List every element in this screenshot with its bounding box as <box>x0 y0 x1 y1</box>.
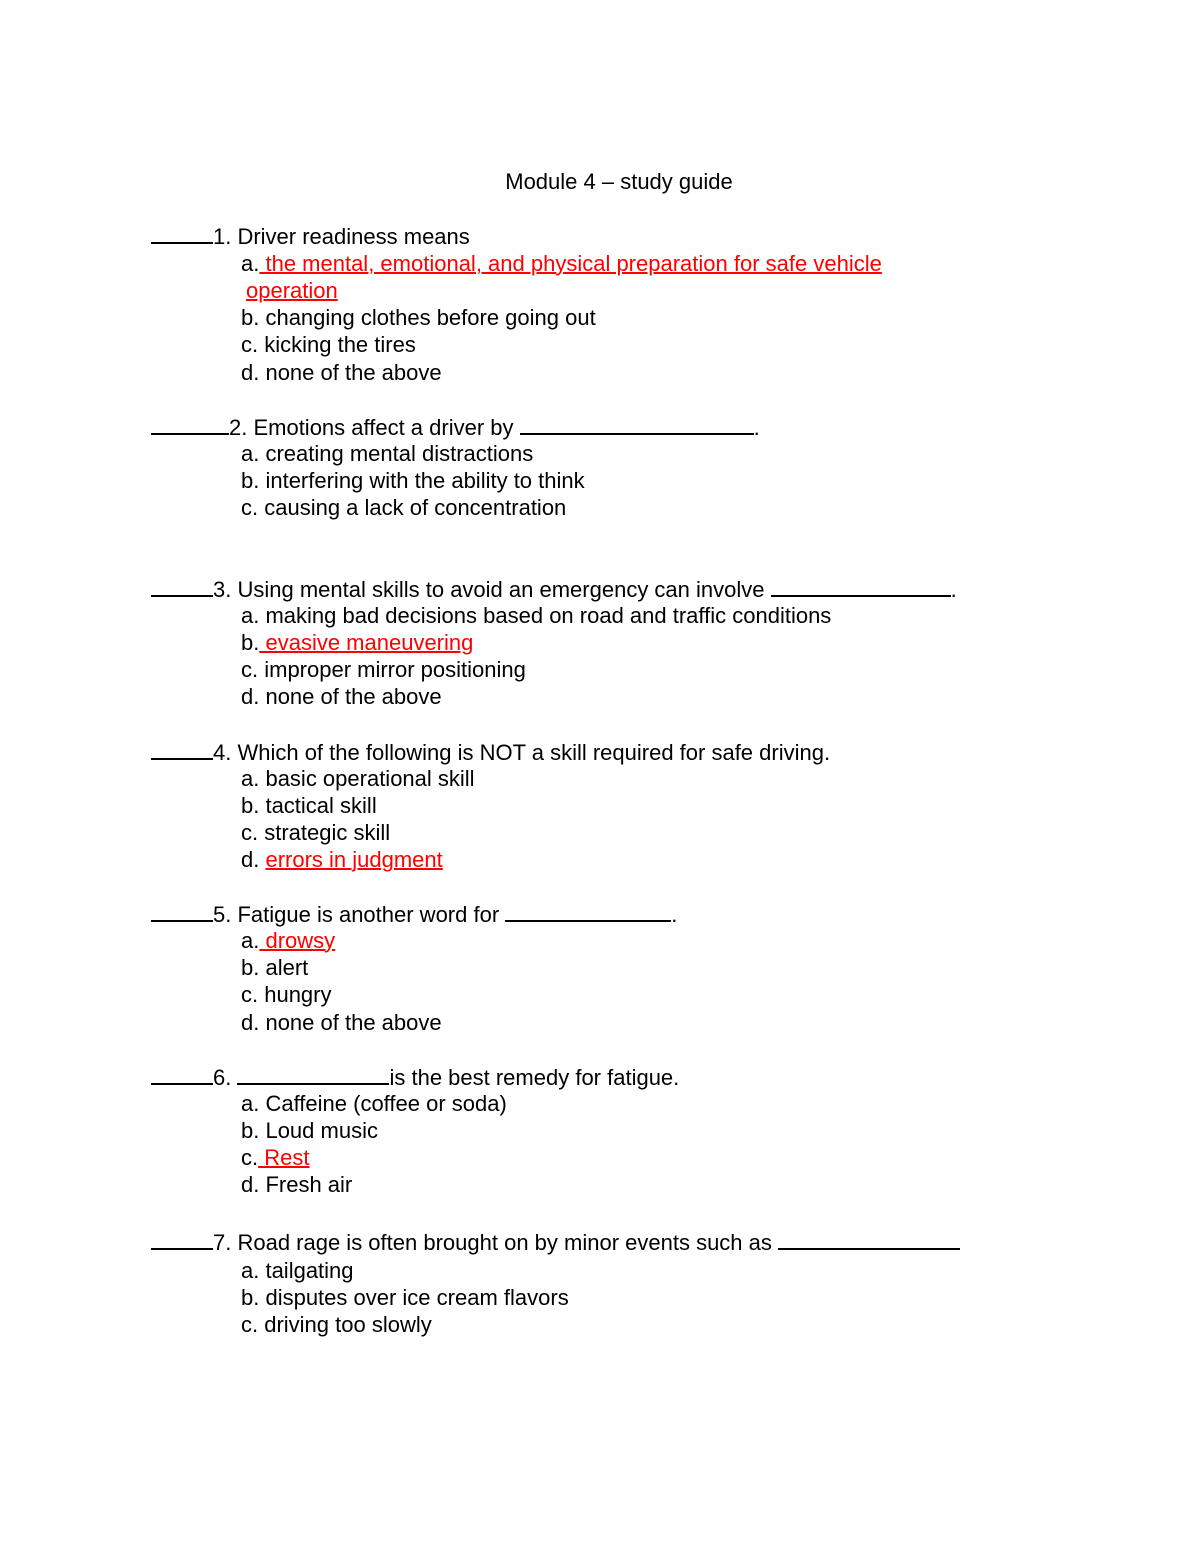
question-4-option-d <box>241 846 443 874</box>
option-label: c. <box>241 1145 259 1170</box>
option-label: b. <box>241 630 260 655</box>
question-7-prompt: 7. Road rage is often brought on by minor events such as <box>213 1230 772 1255</box>
question-3-option-b <box>241 629 473 657</box>
option-label: a. <box>241 251 260 276</box>
question-6-option-d: d. Fresh air <box>241 1172 353 1197</box>
question-2 <box>151 413 760 442</box>
punctuation: . <box>753 415 760 440</box>
question-5-option-d: d. none of the above <box>241 1010 442 1035</box>
question-6-prompt: is the best remedy for fatigue. <box>389 1065 680 1090</box>
question-2-option-b: b. interfering with the ability to think <box>241 468 585 493</box>
punctuation: . <box>671 902 678 927</box>
fill-in-blank[interactable] <box>778 1228 960 1250</box>
question-6-option-a: a. Caffeine (coffee or soda) <box>241 1091 507 1116</box>
question-2-option-c: c. causing a lack of concentration <box>241 495 567 520</box>
question-2-prompt: 2. Emotions affect a driver by <box>229 415 514 440</box>
correct-answer: Rest <box>258 1145 310 1170</box>
answer-blank[interactable] <box>151 738 213 760</box>
answer-blank[interactable] <box>151 222 213 244</box>
question-1-option-c: c. kicking the tires <box>241 332 416 357</box>
question-6-number: 6. <box>213 1065 238 1090</box>
question-7-option-b: b. disputes over ice cream flavors <box>241 1285 569 1310</box>
question-1-prompt: 1. Driver readiness means <box>213 224 470 249</box>
fill-in-blank[interactable] <box>520 413 754 435</box>
punctuation: . <box>950 577 957 602</box>
question-4 <box>151 738 830 767</box>
question-5-prompt: 5. Fatigue is another word for <box>213 902 500 927</box>
correct-answer: drowsy <box>259 928 336 953</box>
question-2-option-a: a. creating mental distractions <box>241 441 534 466</box>
answer-blank[interactable] <box>151 1228 213 1250</box>
question-3 <box>151 575 957 604</box>
question-4-option-b: b. tactical skill <box>241 793 377 818</box>
correct-answer: the mental, emotional, and physical preparation for safe vehicle <box>259 251 882 276</box>
question-7-option-a: a. tailgating <box>241 1258 354 1283</box>
question-5-option-a <box>241 927 335 955</box>
correct-answer: evasive maneuvering <box>259 630 474 655</box>
answer-blank[interactable] <box>151 1063 213 1085</box>
correct-answer-continued: operation <box>246 278 338 303</box>
question-4-prompt: 4. Which of the following is NOT a skill required for safe driving. <box>213 740 831 765</box>
question-1-option-a-continued <box>246 277 338 305</box>
question-3-option-c: c. improper mirror positioning <box>241 657 526 682</box>
question-6-option-b: b. Loud music <box>241 1118 378 1143</box>
question-1-option-b: b. changing clothes before going out <box>241 305 596 330</box>
correct-answer: errors in judgment <box>265 847 443 872</box>
question-6 <box>151 1063 679 1092</box>
answer-blank[interactable] <box>151 413 229 435</box>
question-4-option-a: a. basic operational skill <box>241 766 475 791</box>
fill-in-blank[interactable] <box>237 1063 389 1085</box>
question-7 <box>151 1228 960 1257</box>
question-5-option-b: b. alert <box>241 955 309 980</box>
question-3-prompt: 3. Using mental skills to avoid an emergency can involve <box>213 577 765 602</box>
question-5 <box>151 900 677 929</box>
fill-in-blank[interactable] <box>771 575 951 597</box>
question-7-option-c: c. driving too slowly <box>241 1312 432 1337</box>
answer-blank[interactable] <box>151 900 213 922</box>
question-4-option-c: c. strategic skill <box>241 820 391 845</box>
fill-in-blank[interactable] <box>505 900 671 922</box>
question-1-option-d: d. none of the above <box>241 360 442 385</box>
question-5-option-c: c. hungry <box>241 982 332 1007</box>
page-title: Module 4 – study guide <box>505 169 733 194</box>
question-3-option-a: a. making bad decisions based on road and traffic conditions <box>241 603 832 628</box>
option-label: d. <box>241 847 266 872</box>
question-3-option-d: d. none of the above <box>241 684 442 709</box>
question-1-option-a <box>241 250 882 278</box>
question-6-option-c <box>241 1144 309 1172</box>
question-1 <box>151 222 470 251</box>
answer-blank[interactable] <box>151 575 213 597</box>
option-label: a. <box>241 928 260 953</box>
